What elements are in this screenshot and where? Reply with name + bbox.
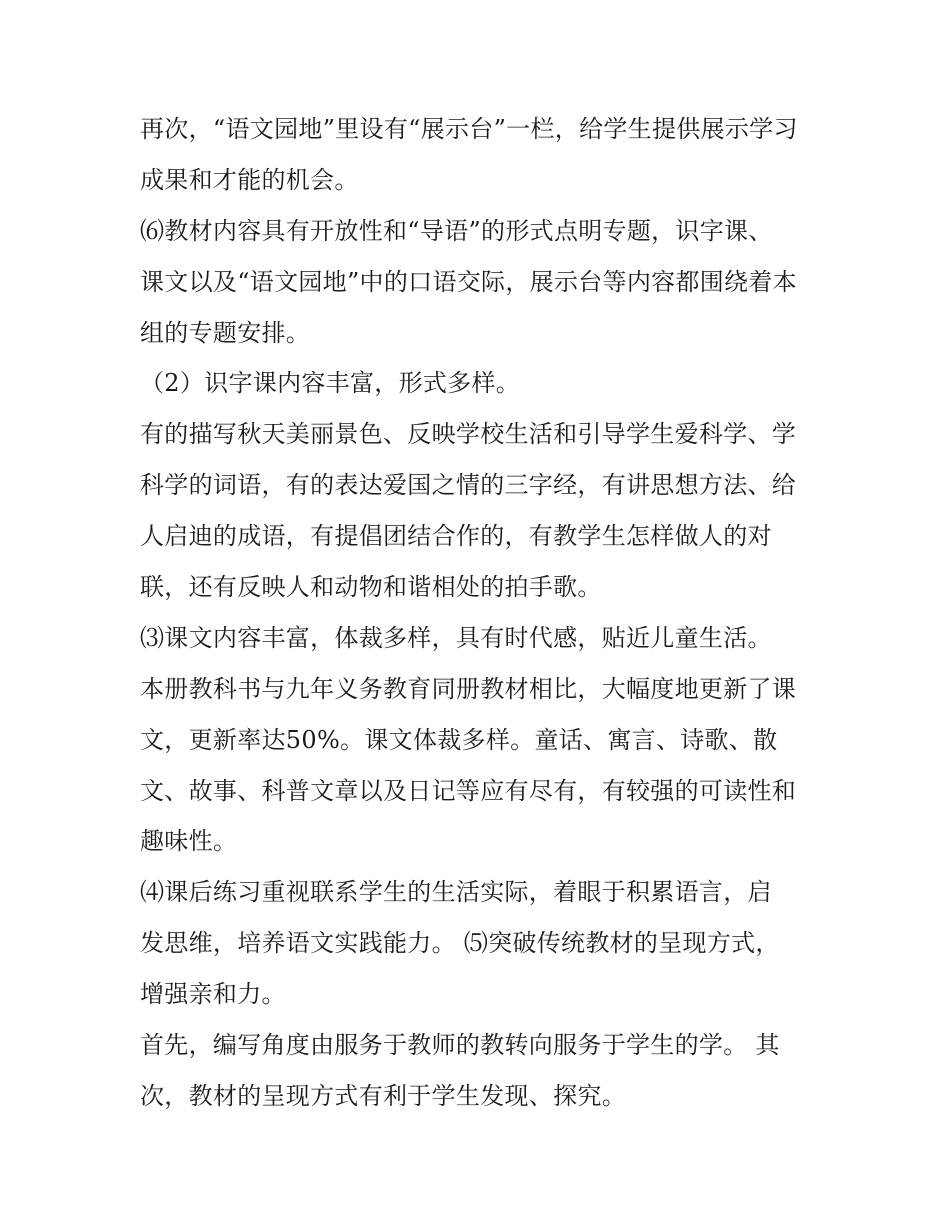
text-line: 次，教材的呈现方式有利于学生发现、探究。 <box>140 1081 626 1110</box>
text-line: 再次，“语文园地”里设有“展示台”一栏，给学生提供展示学习 <box>140 115 798 143</box>
text-line: 文、故事、科普文章以及日记等应有尽有，有较强的可读性和 <box>140 776 797 805</box>
text-line: 首先，编写角度由服务于教师的教转向服务于学生的学。 其 <box>140 1031 780 1060</box>
text-line: ⑹教材内容具有开放性和“导语”的形式点明专题，识字课、 <box>140 216 773 245</box>
text-line: 组的专题安排。 <box>140 318 311 347</box>
document-body <box>140 104 820 1122</box>
text-line: 增强亲和力。 <box>140 980 286 1009</box>
text-line: 有的描写秋天美丽景色、反映学校生活和引导学生爱科学、学 <box>140 420 797 449</box>
text-line: 课文以及“语文园地”中的口语交际，展示台等内容都围绕着本 <box>140 267 797 296</box>
text-line: 发思维，培养语文实践能力。 ⑸突破传统教材的呈现方式， <box>140 929 780 958</box>
text-line: 本册教科书与九年义务教育同册教材相比，大幅度地更新了课 <box>140 674 797 703</box>
text-line: 科学的词语，有的表达爱国之情的三字经，有讲思想方法、给 <box>140 471 797 500</box>
text-line: 文，更新率达50%。课文体裁多样。童话、寓言、诗歌、散 <box>140 725 778 754</box>
text-line: （2）识字课内容丰富，形式多样。 <box>140 369 521 398</box>
text-line: 成果和才能的机会。 <box>140 165 359 194</box>
text-line: 趣味性。 <box>140 827 238 856</box>
text-line: 人启迪的成语，有提倡团结合作的，有教学生怎样做人的对 <box>140 522 772 551</box>
text-line: ⑷课后练习重视联系学生的生活实际，着眼于积累语言，启 <box>140 878 772 907</box>
text-line: 联，还有反映人和动物和谐相处的拍手歌。 <box>140 573 602 602</box>
text-line: ⑶课文内容丰富，体裁多样，具有时代感，贴近儿童生活。 <box>140 623 772 652</box>
